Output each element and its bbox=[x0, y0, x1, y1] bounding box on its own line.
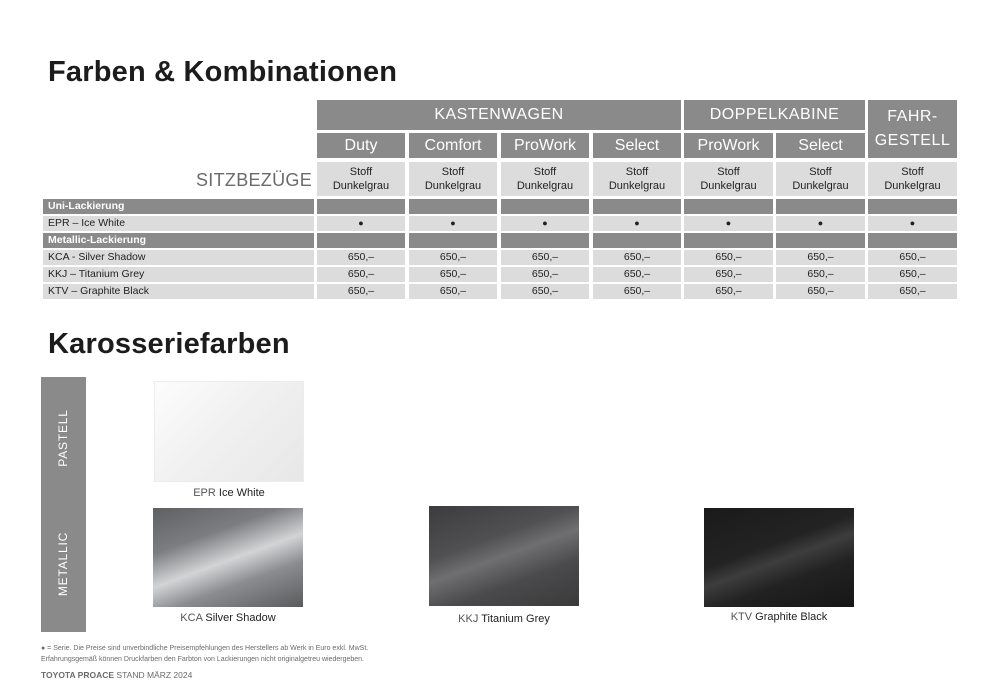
seat-color: Dunkelgrau bbox=[608, 180, 666, 192]
table-cell bbox=[409, 199, 497, 214]
table-cell: ● bbox=[409, 216, 497, 231]
trim-header-prowork-doppel: ProWork bbox=[684, 133, 773, 158]
table-cell bbox=[868, 233, 957, 248]
table-cell: ● bbox=[593, 216, 681, 231]
table-cell: 650,– bbox=[317, 284, 405, 299]
table-cell: ● bbox=[776, 216, 865, 231]
table-cell bbox=[501, 233, 589, 248]
seat-material: Stoff bbox=[533, 166, 557, 178]
table-cell: 650,– bbox=[409, 250, 497, 265]
table-row-label: KTV – Graphite Black bbox=[43, 284, 314, 299]
fahrgestell-line1: FAHR- bbox=[887, 108, 938, 125]
table-cell: ● bbox=[684, 216, 773, 231]
seat-cell-prowork bbox=[501, 162, 589, 196]
seat-cell-prowork-doppel bbox=[684, 162, 773, 196]
caption-graphite-black bbox=[704, 611, 854, 623]
table-cell bbox=[776, 233, 865, 248]
table-cell bbox=[317, 233, 405, 248]
section-title-karosseriefarben: Karosseriefarben bbox=[48, 328, 290, 360]
table-cell: 650,– bbox=[501, 284, 589, 299]
category-metallic: METALLIC bbox=[56, 531, 70, 597]
table-cell bbox=[684, 199, 773, 214]
swatch-titanium-grey bbox=[429, 506, 579, 606]
table-section-label: Uni-Lackierung bbox=[43, 199, 314, 214]
trim-header-comfort: Comfort bbox=[409, 133, 497, 158]
swatch-name: Ice White bbox=[218, 487, 265, 499]
caption-titanium-grey bbox=[429, 613, 579, 625]
trim-header-duty: Duty bbox=[317, 133, 405, 158]
table-cell: 650,– bbox=[593, 284, 681, 299]
fahrgestell-line2: GESTELL bbox=[874, 132, 951, 149]
table-cell bbox=[409, 233, 497, 248]
trim-header-prowork: ProWork bbox=[501, 133, 589, 158]
swatch-code: KTV bbox=[730, 611, 753, 623]
caption-ice-white bbox=[154, 487, 304, 499]
brand-date: STAND MÄRZ 2024 bbox=[116, 670, 193, 680]
seat-material: Stoff bbox=[809, 166, 832, 178]
brand-footer bbox=[41, 670, 192, 680]
table-cell: 650,– bbox=[593, 267, 681, 282]
table-cell: 650,– bbox=[776, 250, 865, 265]
seat-material: Stoff bbox=[717, 166, 740, 178]
swatch-code: KCA bbox=[180, 612, 203, 624]
seat-color: Dunkelgrau bbox=[424, 180, 482, 192]
table-cell: 650,– bbox=[868, 250, 957, 265]
footnote-print-colors: Erfahrungsgemäß können Druckfarben den Farbton von Lackierungen nicht originalgetreu wiedergeben. bbox=[41, 656, 364, 663]
group-header-doppelkabine: DOPPELKABINE bbox=[684, 100, 865, 130]
table-row-label: EPR – Ice White bbox=[43, 216, 314, 231]
swatch-name: Graphite Black bbox=[755, 611, 828, 623]
group-header-kastenwagen: KASTENWAGEN bbox=[317, 100, 681, 130]
table-cell bbox=[501, 199, 589, 214]
table-row-label: KKJ – Titanium Grey bbox=[43, 267, 314, 282]
swatch-graphite-black bbox=[704, 508, 854, 607]
seat-color: Dunkelgrau bbox=[700, 180, 757, 192]
table-cell: ● bbox=[317, 216, 405, 231]
seat-color: Dunkelgrau bbox=[332, 180, 390, 192]
table-row-label: KCA - Silver Shadow bbox=[43, 250, 314, 265]
swatch-ice-white bbox=[154, 381, 304, 482]
table-cell: 650,– bbox=[868, 267, 957, 282]
color-category-sidebar bbox=[41, 377, 86, 632]
brand-name: TOYOTA PROACE bbox=[41, 670, 115, 680]
page-title: Farben & Kombinationen bbox=[48, 56, 398, 88]
table-cell: 650,– bbox=[317, 267, 405, 282]
seat-cell-comfort bbox=[409, 162, 497, 196]
table-cell: 650,– bbox=[501, 267, 589, 282]
table-cell: 650,– bbox=[593, 250, 681, 265]
table-cell: 650,– bbox=[501, 250, 589, 265]
table-cell bbox=[593, 199, 681, 214]
seat-material: Stoff bbox=[625, 166, 649, 178]
table-cell: 650,– bbox=[868, 284, 957, 299]
table-cell: 650,– bbox=[684, 267, 773, 282]
trim-header-select-doppel: Select bbox=[776, 133, 865, 158]
seat-color: Dunkelgrau bbox=[516, 180, 574, 192]
seat-color: Dunkelgrau bbox=[884, 180, 941, 192]
seat-cell-fahrgestell bbox=[868, 162, 957, 196]
table-cell: ● bbox=[501, 216, 589, 231]
table-cell bbox=[684, 233, 773, 248]
seat-cell-select-doppel bbox=[776, 162, 865, 196]
seat-material: Stoff bbox=[901, 166, 924, 178]
trim-header-select: Select bbox=[593, 133, 681, 158]
table-cell: 650,– bbox=[684, 284, 773, 299]
swatch-name: Silver Shadow bbox=[205, 612, 276, 624]
seat-color: Dunkelgrau bbox=[792, 180, 849, 192]
seat-material: Stoff bbox=[349, 166, 373, 178]
table-cell bbox=[868, 199, 957, 214]
swatch-name: Titanium Grey bbox=[481, 613, 550, 625]
table-section-label: Metallic-Lackierung bbox=[43, 233, 314, 248]
swatch-code: KKJ bbox=[458, 613, 479, 625]
group-header-fahrgestell bbox=[868, 100, 957, 158]
seat-material: Stoff bbox=[441, 166, 465, 178]
seat-cell-duty bbox=[317, 162, 405, 196]
category-pastell: PASTELL bbox=[56, 409, 70, 467]
table-cell bbox=[776, 199, 865, 214]
seat-cell-select bbox=[593, 162, 681, 196]
table-cell bbox=[317, 199, 405, 214]
table-cell: 650,– bbox=[776, 267, 865, 282]
table-cell: 650,– bbox=[317, 250, 405, 265]
swatch-code: EPR bbox=[193, 487, 216, 499]
table-cell: ● bbox=[868, 216, 957, 231]
table-cell: 650,– bbox=[684, 250, 773, 265]
table-cell: 650,– bbox=[409, 267, 497, 282]
table-cell bbox=[593, 233, 681, 248]
table-cell: 650,– bbox=[776, 284, 865, 299]
footnote-prices: ● = Serie. Die Preise sind unverbindliche Preisempfehlungen des Herstellers ab Werk in Euro exkl. MwSt. bbox=[41, 645, 369, 652]
table-cell: 650,– bbox=[409, 284, 497, 299]
caption-silver-shadow bbox=[153, 612, 303, 624]
swatch-silver-shadow bbox=[153, 508, 303, 607]
seat-covers-label: SITZBEZÜGE bbox=[196, 170, 313, 190]
